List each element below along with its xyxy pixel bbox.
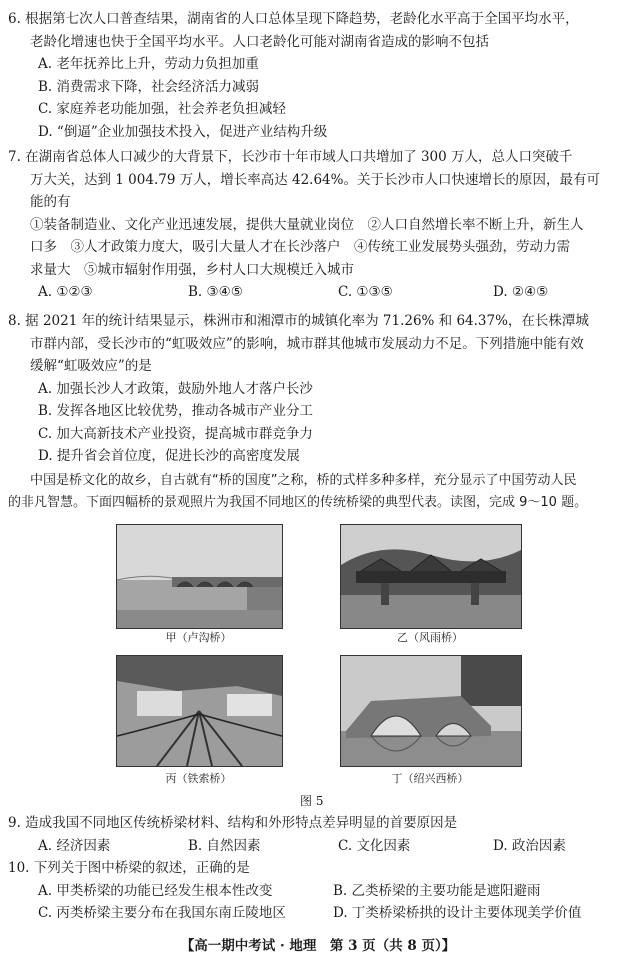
q7-statement-line3: 求量大 ⑤城市辐射作用强，乡村人口大规模迁入城市: [30, 261, 354, 278]
q10-stem: 10. 下列关于图中桥梁的叙述，正确的是: [8, 860, 250, 876]
lugou-bridge-image: [117, 525, 282, 628]
q8-stem-line2: 市群内部，受长沙市的“虹吸效应”的影响，城市群其他城市发展动力不足。下列措施中能有效: [30, 335, 584, 352]
question-10: [8, 857, 628, 925]
q6-option-a: A. 老年抚养比上升，劳动力负担加重: [38, 56, 259, 72]
q10-options-row1: [8, 880, 628, 903]
q10-option-b: B. 乙类桥梁的主要功能是遮阳避雨: [333, 882, 541, 899]
q6-option-d: D. “倒逼”企业加强技术投入，促进产业结构升级: [38, 123, 328, 140]
q8-stem-line3: 缓解“虹吸效应”的是: [30, 358, 152, 374]
q7-statement-line2: 口多 ③人才政策力度大，吸引大量人才在长沙落户 ④传统工业发展势头强劲，劳动力需: [30, 239, 570, 255]
tiesuo-bridge-image: [117, 656, 282, 766]
question-7: [8, 146, 628, 304]
q7-option-a: A. ①②③: [38, 284, 93, 300]
caption-bing: 丙（铁索桥）: [165, 772, 232, 785]
caption-ding: 丁（绍兴西桥）: [391, 772, 469, 785]
q8-option-c: C. 加大高新技术产业投资，提高城市群竞争力: [38, 425, 313, 442]
q10-option-c: C. 丙类桥梁主要分布在我国东南丘陵地区: [38, 905, 286, 921]
question-6: [8, 8, 628, 143]
photo-shaoxing-bridge: [340, 655, 522, 767]
q7-option-c: C. ①③⑤: [338, 284, 393, 300]
q10-option-d: D. 丁类桥梁桥拱的设计主要体现美学价值: [333, 905, 582, 921]
q9-option-b: B. 自然因素: [188, 837, 261, 854]
q9-option-d: D. 政治因素: [493, 837, 566, 854]
q6-stem-line1: 6. 根据第七次人口普查结果，湖南省的人口总体呈现下降趋势，老龄化水平高于全国平均水平，: [8, 11, 579, 27]
q7-statement-line1: ①装备制造业、文化产业迅速发展，提供大量就业岗位 ②人口自然增长率不断上升，新生人: [30, 216, 584, 233]
q10-option-a: A. 甲类桥梁的功能已经发生根本性改变: [38, 882, 273, 899]
q7-stem-line3: 能的有: [30, 194, 71, 210]
q7-option-d: D. ②④⑤: [493, 284, 549, 300]
q6-option-c: C. 家庭养老功能加强，社会养老负担减轻: [38, 101, 286, 117]
q9-options: [8, 835, 628, 858]
intro-line1: 中国是桥文化的故乡，自古就有“桥的国度”之称，桥的式样多种多样，充分显示了中国劳动人民: [30, 473, 577, 488]
page-footer: 【高一期中考试 · 地理 第 3 页（共 8 页）】: [180, 938, 456, 954]
q8-option-b: B. 发挥各地区比较优势，推动各城市产业分工: [38, 403, 314, 419]
q7-stem-line2: 万大关，达到 1 004.79 万人，增长率高达 42.64%。关于长沙市人口快速增长的原因，最有可: [30, 171, 600, 188]
q9-stem: 9. 造成我国不同地区传统桥梁材料、结构和外形特点差异明显的首要原因是: [8, 815, 458, 831]
fengyu-bridge-image: [341, 525, 521, 628]
q7-stem-line1: 7. 在湖南省总体人口减少的大背景下，长沙市十年市域人口共增加了 300 万人，总人口突破千: [8, 149, 573, 165]
bridge-intro-paragraph: [8, 470, 628, 514]
caption-yi: 乙（风雨桥）: [397, 631, 463, 644]
q9-option-c: C. 文化因素: [338, 837, 411, 854]
figure-label: 图 5: [300, 794, 324, 808]
photo-lugou-bridge: [116, 524, 283, 629]
shaoxing-bridge-image: [341, 656, 521, 766]
photo-fengyu-bridge: [340, 524, 522, 629]
q7-options: [8, 281, 628, 304]
q6-stem-line2: 老龄化增速也快于全国平均水平。人口老龄化可能对湖南省造成的影响不包括: [30, 33, 489, 50]
q6-option-b: B. 消费需求下降，社会经济活力减弱: [38, 78, 260, 95]
intro-line2: 的非凡智慧。下面四幅桥的景观照片为我国不同地区的传统桥梁的典型代表。读图，完成 9～10 题。: [8, 495, 588, 510]
q7-option-b: B. ③④⑤: [188, 284, 243, 300]
q8-stem-line1: 8. 据 2021 年的统计结果显示，株洲市和湘潭市的城镇化率为 71.26% 和 64.37%，在长株潭城: [8, 313, 589, 329]
q9-option-a: A. 经济因素: [38, 837, 111, 854]
caption-jia: 甲（卢沟桥）: [165, 631, 232, 644]
q8-option-d: D. 提升省会首位度，促进长沙的高密度发展: [38, 448, 300, 464]
question-9: [8, 812, 628, 857]
q8-option-a: A. 加强长沙人才政策，鼓励外地人才落户长沙: [38, 380, 313, 397]
photo-tiesuo-bridge: [116, 655, 283, 767]
question-8: [8, 310, 628, 468]
q10-options-row2: [8, 902, 628, 925]
